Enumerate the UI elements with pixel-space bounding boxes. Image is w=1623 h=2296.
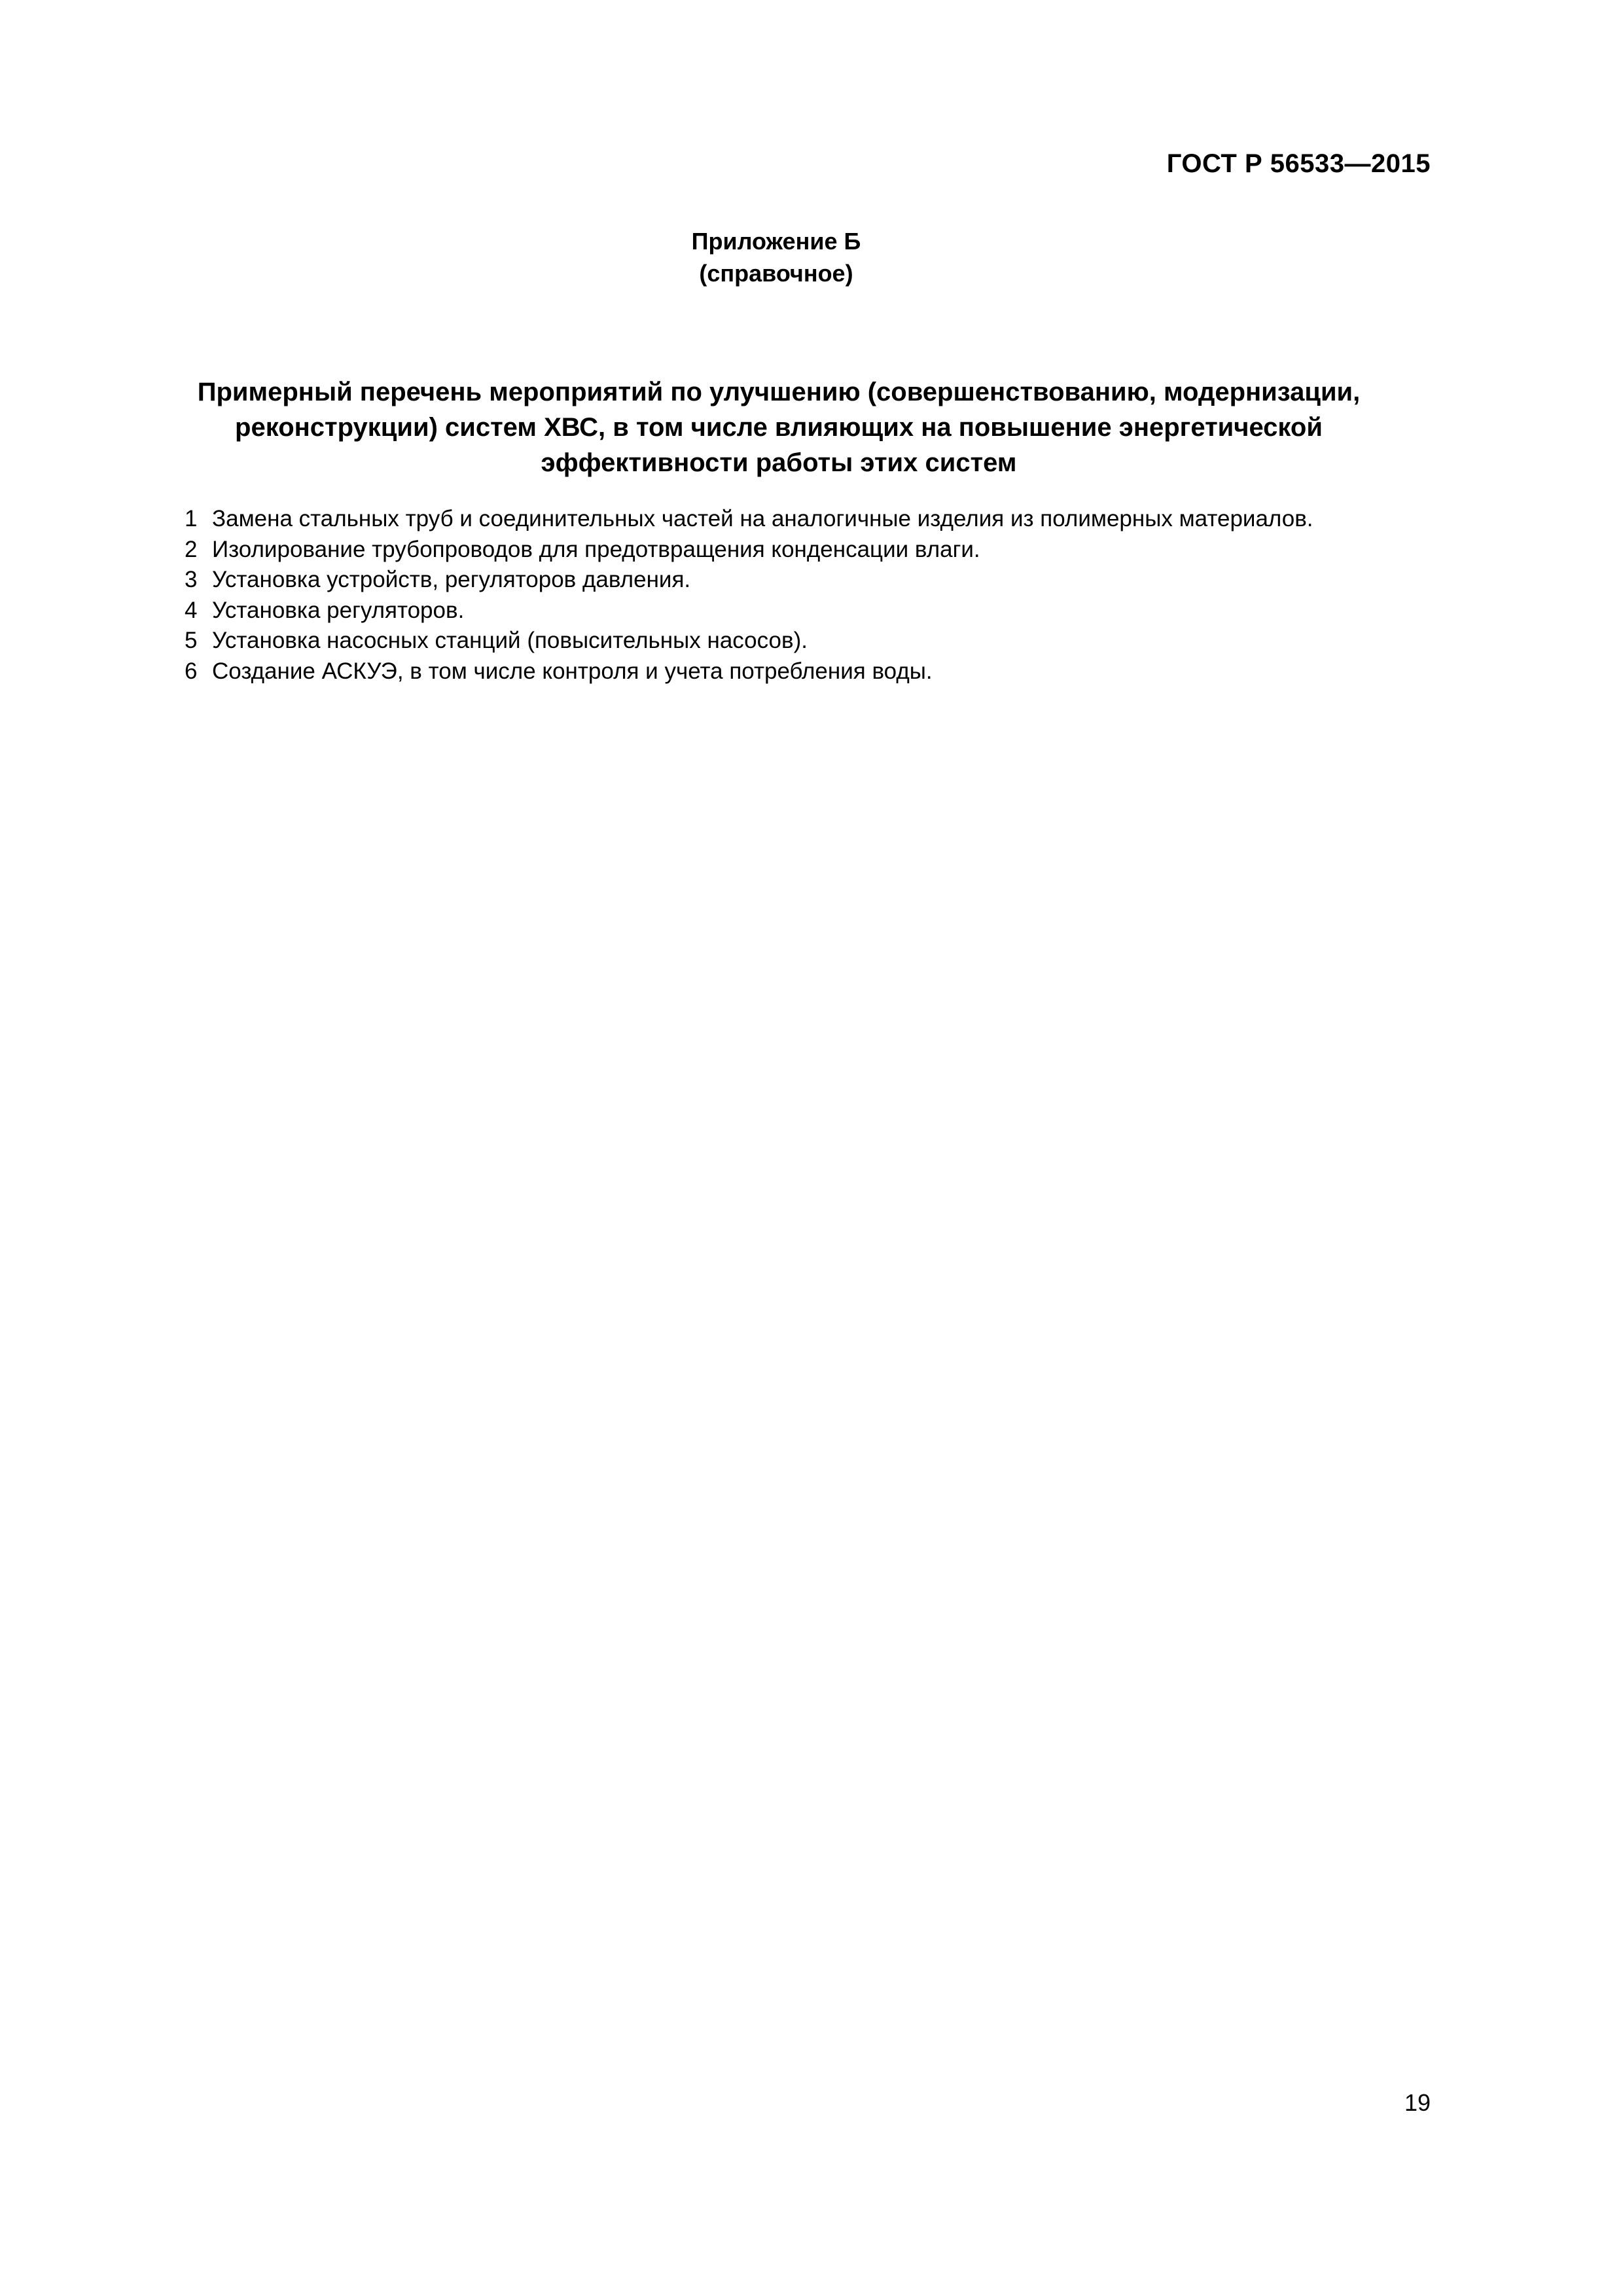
item-number: 5 <box>185 628 198 653</box>
section-title-line: эффективности работы этих систем <box>541 448 1017 477</box>
section-title-line: Примерный перечень мероприятий по улучшению (совершенствованию, модернизации, <box>197 378 1361 406</box>
section-title-line: реконструкции) систем ХВС, в том числе влияющих на повышение энергетической <box>235 413 1323 442</box>
item-text: Замена стальных труб и соединительных частей на аналогичные изделия из полимерных материалов. <box>212 506 1313 531</box>
list-item <box>185 656 1313 687</box>
item-number: 4 <box>185 597 198 623</box>
item-text: Создание АСКУЭ, в том числе контроля и учета потребления воды. <box>212 658 933 684</box>
item-text: Установка устройств, регуляторов давления. <box>212 567 691 592</box>
page-number: 19 <box>1404 2089 1431 2116</box>
item-number: 3 <box>185 567 198 592</box>
list-item <box>185 596 1313 626</box>
list-item <box>185 535 1313 565</box>
item-text: Изолирование трубопроводов для предотвращения конденсации влаги. <box>212 536 980 562</box>
item-text: Установка регуляторов. <box>212 597 465 623</box>
list-item <box>185 504 1313 535</box>
measures-list <box>185 504 1313 687</box>
item-text: Установка насосных станций (повысительных насосов). <box>212 628 808 653</box>
item-number: 2 <box>185 536 198 562</box>
appendix-label: Приложение Б <box>691 228 861 255</box>
item-number: 1 <box>185 506 198 531</box>
section-title <box>144 374 1414 480</box>
appendix-type: (справочное) <box>699 260 853 287</box>
item-number: 6 <box>185 658 198 684</box>
list-item <box>185 626 1313 656</box>
appendix-heading <box>0 225 1552 289</box>
list-item <box>185 565 1313 596</box>
document-code: ГОСТ Р 56533—2015 <box>1166 149 1431 178</box>
